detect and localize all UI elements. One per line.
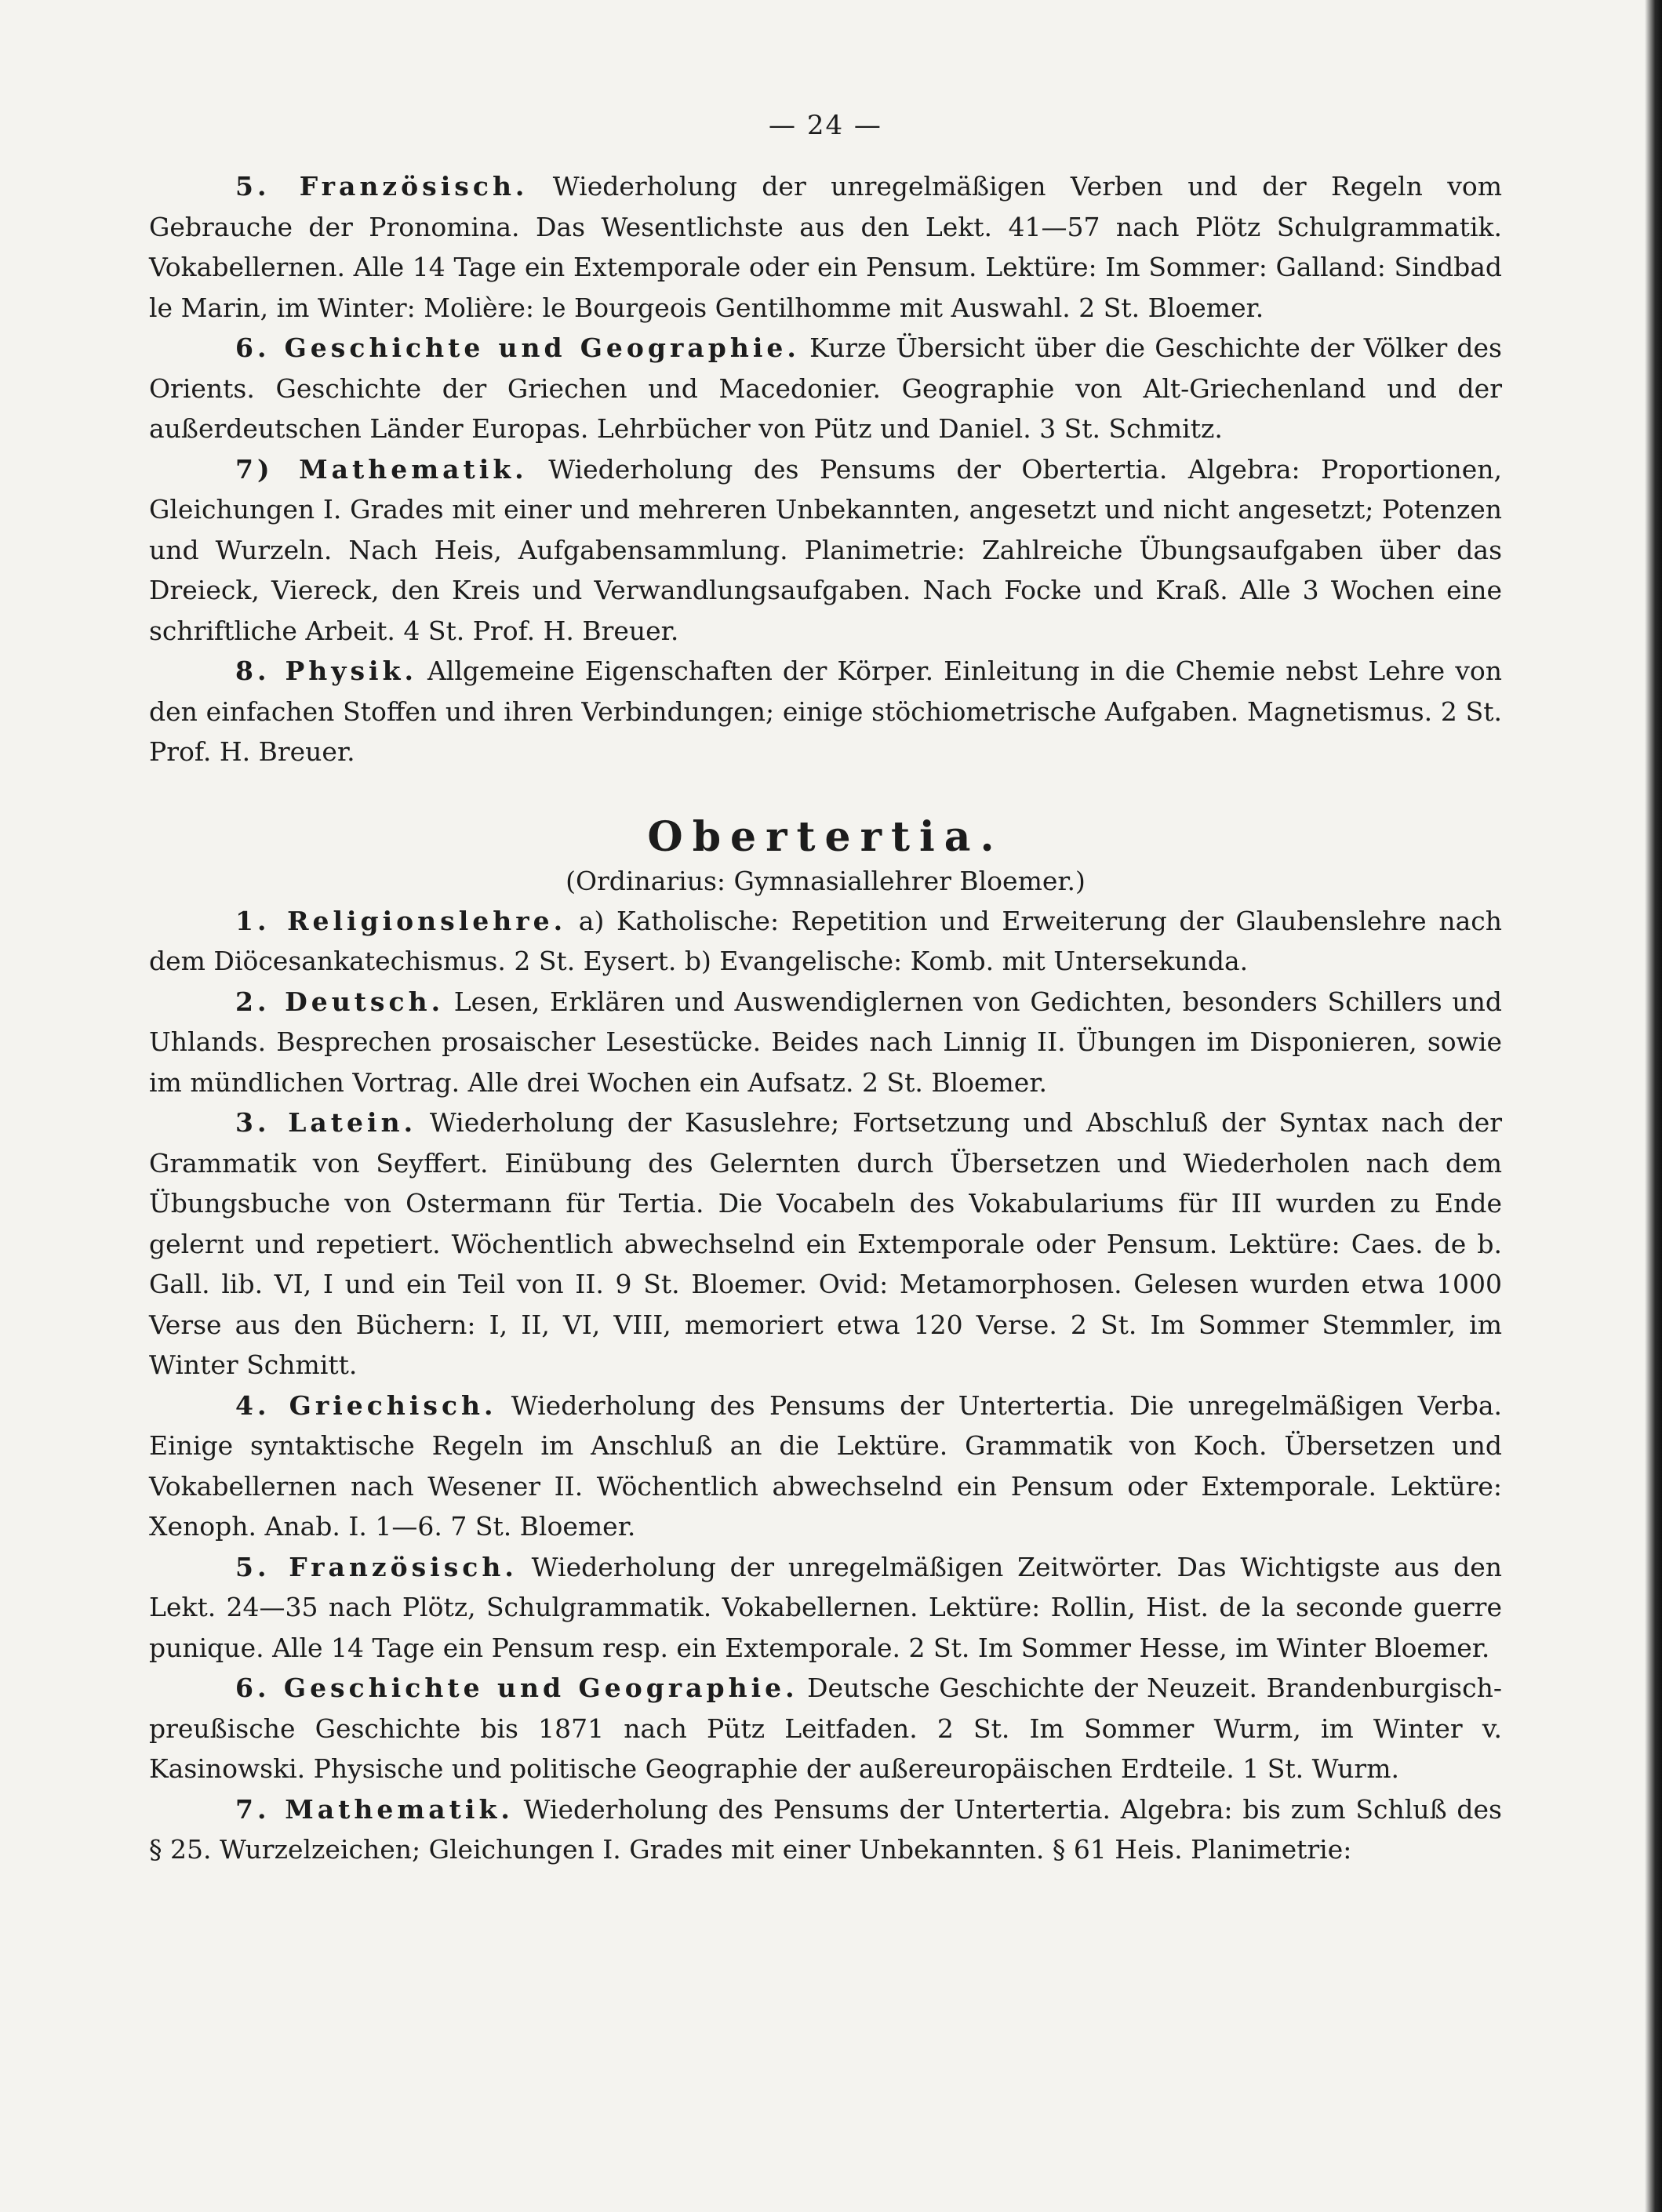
paragraph-text: Wiederholung des Pensums der Untertertia. Die unregelmäßigen Verba. Einige syntaktische Regeln im Anschluß an die Lektüre. Grammatik von Koch. Übersetzen und Vokabellernen nach Wesener II. Wöchentlich abwechselnd ein Pensum oder Extemporale. Lektüre: Xenoph. Anab. I. 1—6. 7 St. Bloemer. [149,1389,1502,1542]
paragraph-text: Wiederholung der unregelmäßigen Verben und der Regeln vom Gebrauche der Pronomina. Das Wesentlichste aus den Lekt. 41—57 nach Plötz Schulgrammatik. Vokabellernen. Alle 14 Tage ein Extemporale oder ein Pensum. Lektüre: Im Sommer: Galland: Sindbad le Marin, im Winter: Molière: le Bourgeois Gentilhomme mit Auswahl. 2 St. Bloemer. [149,171,1503,323]
paragraph-text: Wiederholung der unregelmäßigen Zeitwörter. Das Wichtigste aus den Lekt. 24—35 nach Plötz, Schulgrammatik. Vokabellernen. Lektüre: Rollin, Hist. de la seconde guerre punique. Alle 14 Tage ein Pensum resp. ein Extemporale. 2 St. Im Sommer Hesse, im Winter Bloemer. [149,1551,1502,1663]
section-untertertia-continued [149,166,1502,772]
section-subtitle: (Ordinarius: Gymnasiallehrer Bloemer.) [566,865,1086,896]
paragraph-lead: 5. Französisch. [235,171,529,202]
paragraph-latein [149,1102,1502,1386]
paragraph-lead: 1. Religionslehre. [235,905,567,936]
paragraph-lead: 3. Latein. [235,1107,417,1138]
paragraph-text: a) Katholische: Repetition und Erweiterung der Glaubenslehre nach dem Diöcesankatechismus. 2 St. Eysert. b) Evangelische: Komb. mit Untersekunda. [149,905,1502,976]
document-page [149,110,1502,1870]
paragraph-lead: 7. Mathematik. [235,1793,514,1825]
paragraph-lead: 7) Mathematik. [235,453,528,485]
paragraph-religionslehre [149,901,1502,982]
page-edge-shadow [1645,0,1662,2212]
paragraph-mathematik [149,449,1502,652]
paragraph-geschichte [149,328,1502,449]
paragraph-franzoesisch-2 [149,1547,1502,1669]
paragraph-text: Kurze Übersicht über die Geschichte der Völker des Orients. Geschichte der Griechen und Macedonier. Geographie von Alt-Griechenland und der außerdeutschen Länder Europas. Lehrbücher von Pütz und Daniel. 3 St. Schmitz. [149,332,1502,444]
paragraph-text: Wiederholung der Kasuslehre; Fortsetzung und Abschluß der Syntax nach der Grammatik von Seyffert. Einübung des Gelernten durch Übersetzen und Wiederholen nach dem Übungsbuche von Ostermann für Tertia. Die Vocabeln des Vokabulariums für III wurden zu Ende gelernt und repetiert. Wöchentlich abwechselnd ein Extemporale oder Pensum. Lektüre: Caes. de b. Gall. lib. VI, I und ein Teil von II. 9 St. Bloemer. Ovid: Metamorphosen. Gelesen wurden etwa 1000 Verse aus den Büchern: I, II, VI, VIII, memoriert etwa 120 Verse. 2 St. Im Sommer Stemmler, im Winter Schmitt. [149,1107,1502,1380]
paragraph-lead: 5. Französisch. [235,1551,518,1582]
paragraph-text: Wiederholung des Pensums der Obertertia. Algebra: Proportionen, Gleichungen I. Grades mit einer und mehreren Unbekannten, angesetzt und nicht angesetzt; Potenzen und Wurzeln. Nach Heis, Aufgabensammlung. Planimetrie: Zahlreiche Übungsaufgaben über das Dreieck, Viereck, den Kreis und Verwandlungsaufgaben. Nach Focke und Kraß. Alle 3 Wochen eine schriftliche Arbeit. 4 St. Prof. H. Breuer. [149,453,1502,646]
page-number: — 24 — [769,110,882,141]
paragraph-text: Allgemeine Eigenschaften der Körper. Einleitung in die Chemie nebst Lehre von den einfachen Stoffen und ihren Verbindungen; einige stöchiometrische Aufgaben. Magnetismus. 2 St. Prof. H. Breuer. [149,656,1502,767]
paragraph-lead: 4. Griechisch. [235,1389,497,1421]
section-title: Obertertia. [647,812,1004,861]
paragraph-franzoesisch [149,166,1502,328]
paragraph-mathematik-2 [149,1789,1502,1870]
section-obertertia [149,901,1502,1870]
paragraph-lead: 6. Geschichte und Geographie. [235,1673,798,1703]
paragraph-griechisch [149,1386,1502,1547]
paragraph-lead: 2. Deutsch. [235,986,445,1017]
paragraph-text: Deutsche Geschichte der Neuzeit. Brandenburgisch-preußische Geschichte bis 1871 nach Pütz Leitfaden. 2 St. Im Sommer Wurm, im Winter v. Kasinowski. Physische und politische Geographie der außereuropäischen Erdteile. 1 St. Wurm. [149,1673,1502,1784]
paragraph-deutsch [149,982,1502,1103]
paragraph-text: Wiederholung des Pensums der Untertertia. Algebra: bis zum Schluß des § 25. Wurzelzeichen; Gleichungen I. Grades mit einer Unbekannten. § 61 Heis. Planimetrie: [149,1793,1502,1865]
paragraph-lead: 6. Geschichte und Geographie. [235,332,800,363]
paragraph-text: Lesen, Erklären und Auswendiglernen von Gedichten, besonders Schillers und Uhlands. Besprechen prosaischer Lesestücke. Beides nach Linnig II. Übungen im Disponieren, sowie im mündlichen Vortrag. Alle drei Wochen ein Aufsatz. 2 St. Bloemer. [149,986,1502,1098]
paragraph-geschichte-2 [149,1668,1502,1789]
paragraph-physik [149,651,1502,772]
paragraph-lead: 8. Physik. [235,656,417,686]
